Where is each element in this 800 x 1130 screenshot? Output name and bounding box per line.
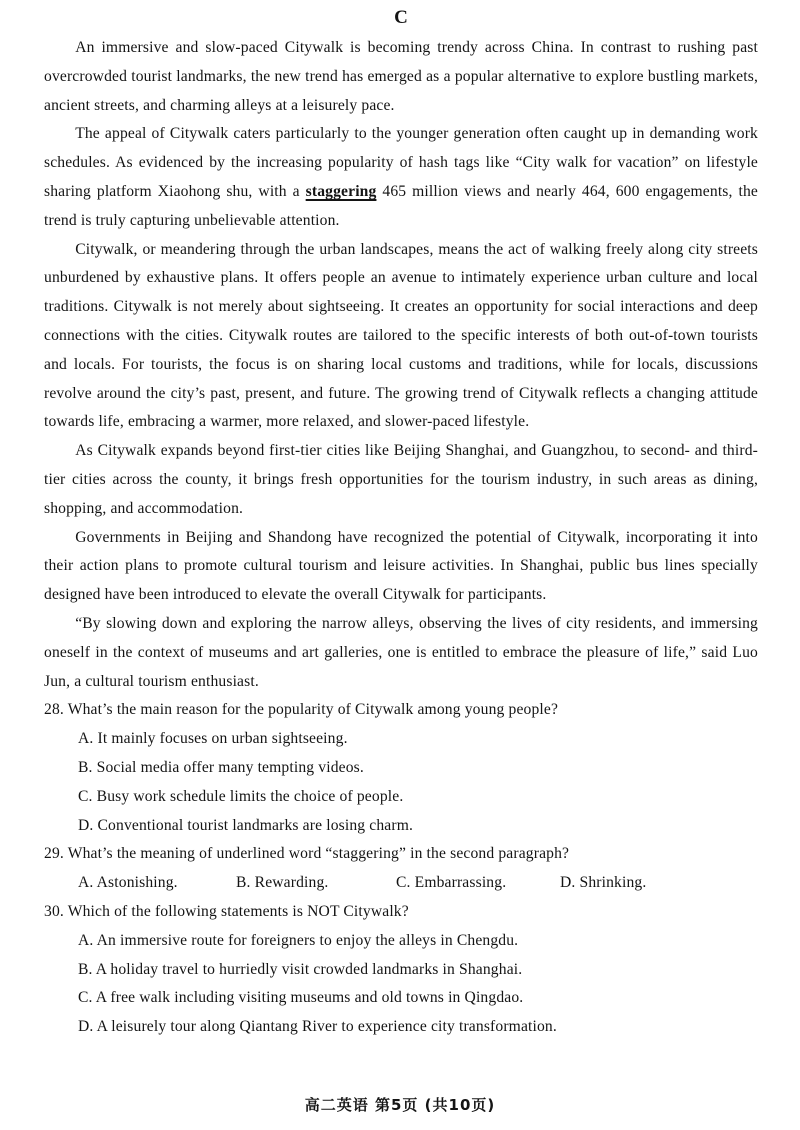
- option-a: A. Astonishing.: [78, 874, 178, 892]
- underlined-word: staggering: [305, 182, 377, 200]
- option-c: C. A free walk including visiting museums and old towns in Qingdao.: [78, 989, 524, 1007]
- answer-options: [44, 869, 758, 898]
- option-d: D. A leisurely tour along Qiantang River to experience city transformation.: [78, 1018, 557, 1036]
- passage-paragraph-4: As Citywalk expands beyond first-tier cities like Beijing Shanghai, and Guangzhou, to second- and third-tier cities across the county, it brings fresh opportunities for the tourism industry, in such areas as dining, shopping, and accommodation.: [44, 442, 758, 517]
- exam-page: [44, 6, 758, 1042]
- option-a: A. An immersive route for foreigners to enjoy the alleys in Chengdu.: [78, 931, 519, 949]
- option-d: D. Shrinking.: [560, 874, 647, 892]
- passage-paragraph-2: [44, 120, 758, 235]
- option-c: C. Busy work schedule limits the choice of people.: [78, 787, 404, 805]
- option-b: B. Rewarding.: [236, 874, 329, 892]
- passage-paragraph-3: Citywalk, or meandering through the urban landscapes, means the act of walking freely along city streets unburdened by exhaustive plans. It offers people an avenue to intimately experience urban culture and local traditions. Citywalk is not merely about sightseeing. It creates an opportunity for social interactions and deep connections with the cities. Citywalk routes are tailored to the specific interests of both out-of-town tourists and locals. For tourists, the focus is on sharing local customs and traditions, while for locals, discussions revolve around the city’s past, present, and future. The growing trend of Citywalk reflects a changing attitude towards life, embracing a warmer, more relaxed, and slower-paced lifestyle.: [44, 240, 758, 431]
- answer-options: [44, 927, 758, 1042]
- question-30: [44, 898, 758, 1042]
- answer-options: [44, 725, 758, 840]
- option-b: B. A holiday travel to hurriedly visit crowded landmarks in Shanghai.: [78, 960, 523, 978]
- reading-passage: [44, 34, 758, 696]
- page-footer: 高二英语 第5页 (共10页): [304, 1096, 496, 1114]
- passage-paragraph-1: An immersive and slow-paced Citywalk is becoming trendy across China. In contrast to rushing past overcrowded tourist landmarks, the new trend has emerged as a popular alternative to explore bustling markets, ancient streets, and charming alleys at a leisurely pace.: [44, 39, 758, 114]
- question-29: [44, 840, 758, 898]
- paragraph-2-text-before: The appeal of Citywalk caters particularly to the younger generation often caught up in demanding work schedules. As evidenced by the increasing popularity of hash tags like “City walk for vacation” on lifestyle sharing platform Xiaohong shu, with a: [44, 125, 758, 200]
- question-stem: 29. What’s the meaning of underlined word “staggering” in the second paragraph?: [44, 845, 570, 863]
- option-c: C. Embarrassing.: [396, 874, 507, 892]
- passage-paragraph-5: Governments in Beijing and Shandong have recognized the potential of Citywalk, incorporating it into their action plans to promote cultural tourism and leisure activities. In Shanghai, public bus lines specially designed have been introduced to elevate the overall Citywalk for participants.: [44, 528, 758, 604]
- option-b: B. Social media offer many tempting videos.: [78, 758, 364, 776]
- section-letter: C: [394, 7, 408, 28]
- question-stem: 30. Which of the following statements is NOT Citywalk?: [44, 902, 409, 920]
- passage-paragraph-6: “By slowing down and exploring the narrow alleys, observing the lives of city residents, and immersing oneself in the context of museums and art galleries, one is entitled to embrace the pleasure of life,” said Luo Jun, a cultural tourism enthusiast.: [44, 614, 758, 690]
- option-a: A. It mainly focuses on urban sightseeing.: [78, 730, 348, 748]
- option-d: D. Conventional tourist landmarks are losing charm.: [78, 816, 414, 834]
- paragraph-2-text-after: 465 million views and nearly 464, 600 engagements, the trend is truly capturing unbelievable attention.: [44, 182, 758, 229]
- question-stem: 28. What’s the main reason for the popularity of Citywalk among young people?: [44, 701, 559, 719]
- question-28: [44, 696, 758, 840]
